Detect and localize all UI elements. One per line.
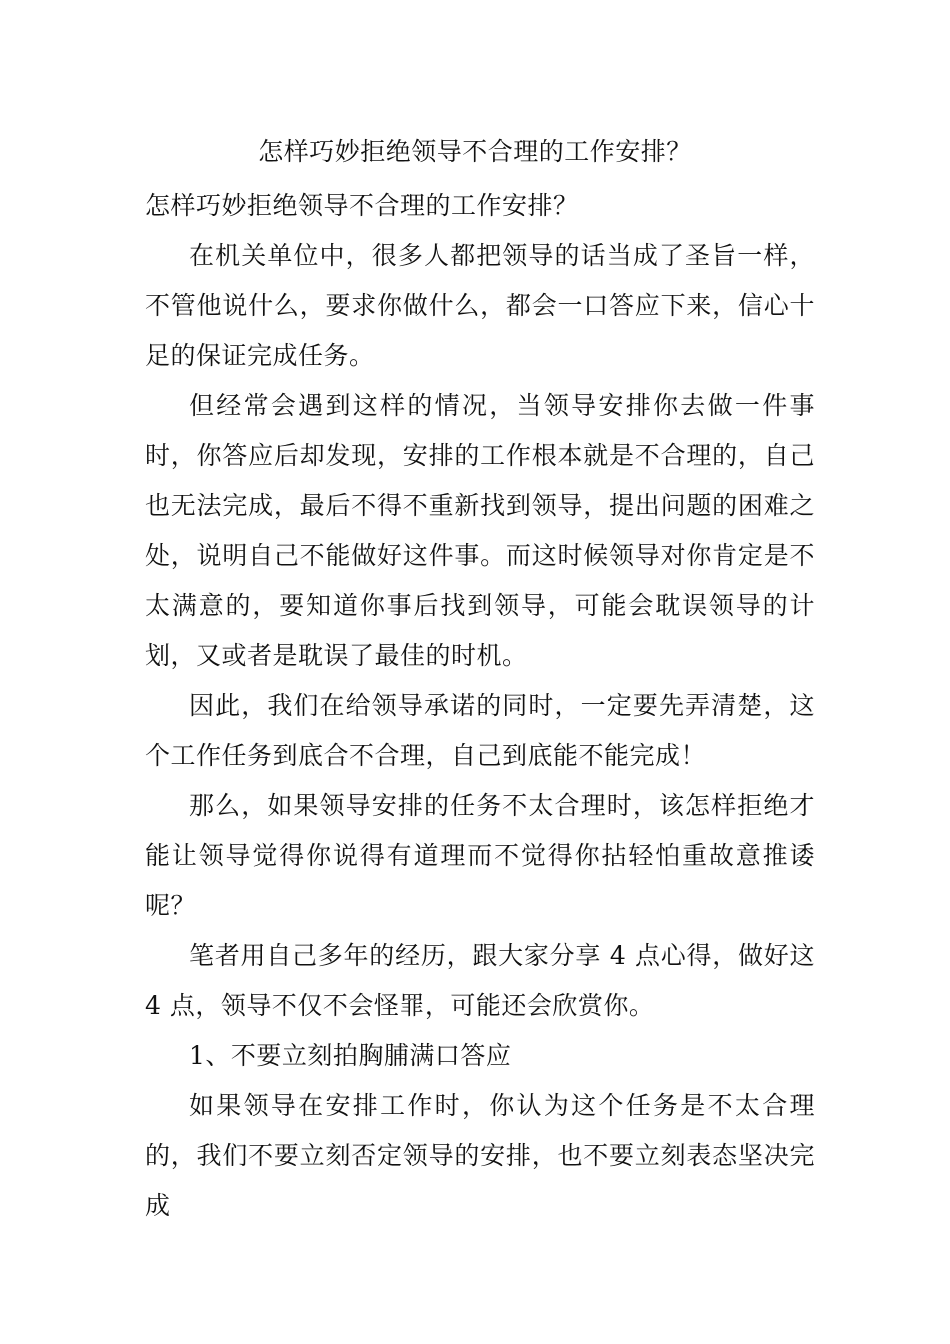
body-paragraph: 在机关单位中，很多人都把领导的话当成了圣旨一样，不管他说什么，要求你做什么，都会一口答应下来，信心十足的保证完成任务。 <box>145 241 815 370</box>
body-paragraph: 那么，如果领导安排的任务不太合理时，该怎样拒绝才能让领导觉得你说得有道理而不觉得你拈轻怕重故意推诿呢？ <box>145 791 815 920</box>
body-paragraph: 因此，我们在给领导承诺的同时，一定要先弄清楚，这个工作任务到底合不合理，自己到底能不能完成！ <box>145 691 815 770</box>
subtitle-paragraph: 怎样巧妙拒绝领导不合理的工作安排？ <box>145 191 579 220</box>
article-body <box>145 181 815 1231</box>
body-paragraph: 如果领导在安排工作时，你认为这个任务是不太合理的，我们不要立刻否定领导的安排，也不要立刻表态坚决完成 <box>145 1091 815 1220</box>
page-title: 怎样巧妙拒绝领导不合理的工作安排？ <box>258 137 692 166</box>
section-heading: 1、不要立刻拍胸脯满口答应 <box>189 1041 512 1070</box>
body-paragraph: 但经常会遇到这样的情况，当领导安排你去做一件事时，你答应后却发现，安排的工作根本就是不合理的，自己也无法完成，最后不得不重新找到领导，提出问题的困难之处，说明自己不能做好这件事。而这时候领导对你肯定是不太满意的，要知道你事后找到领导，可能会耽误领导的计划，又或者是耽误了最佳的时机。 <box>145 391 815 670</box>
body-paragraph: 笔者用自己多年的经历，跟大家分享 4 点心得，做好这 4 点，领导不仅不会怪罪，可能还会欣赏你。 <box>145 941 815 1020</box>
